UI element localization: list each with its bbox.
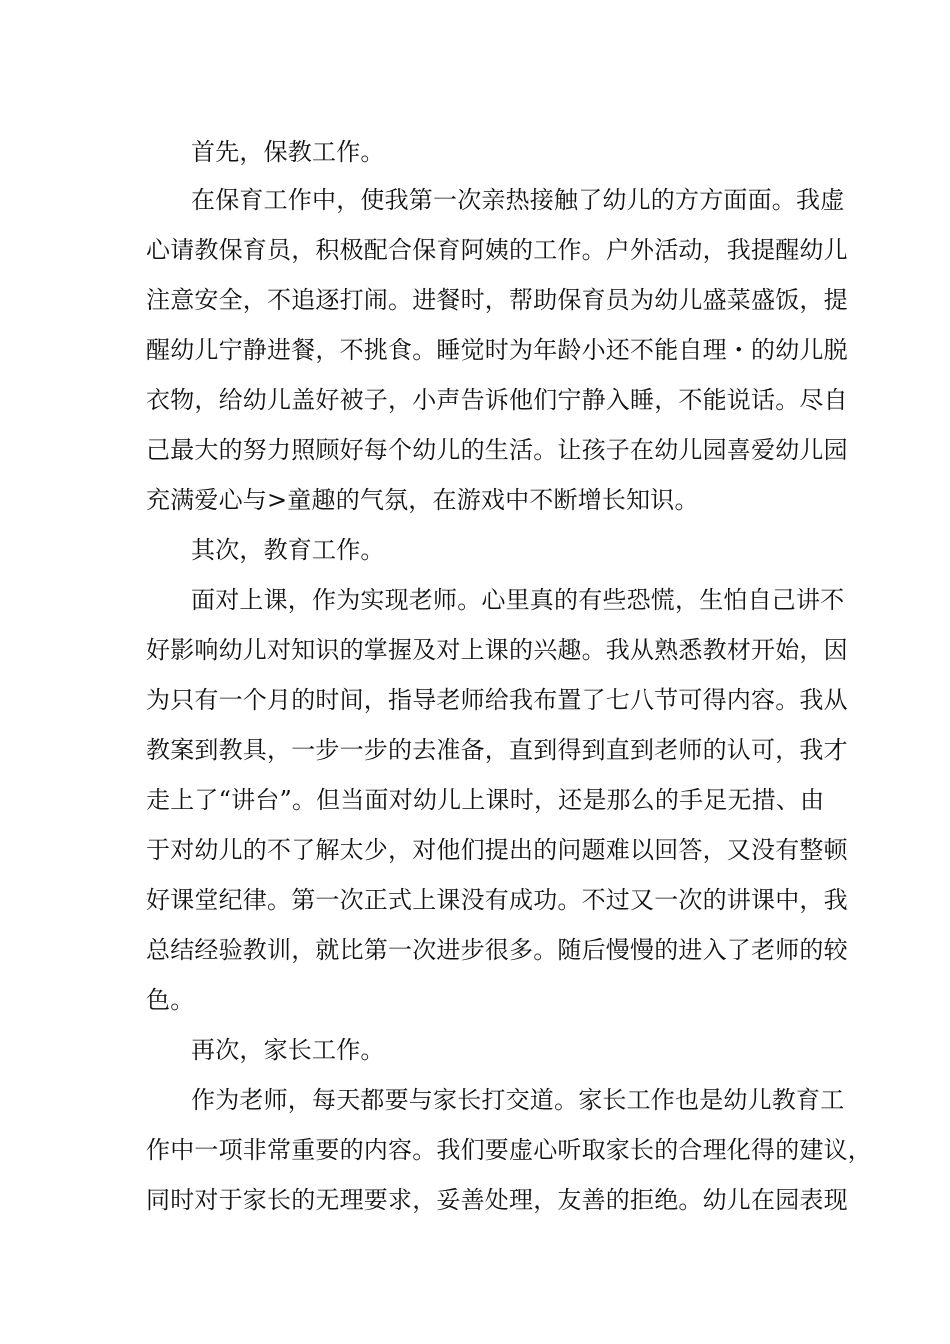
text-line: 为只有一个月的时间，指导老师给我布置了七八节可得内容。我从 xyxy=(146,686,848,714)
text-line: 色。 xyxy=(146,986,195,1014)
heading-parents: 再次，家长工作。 xyxy=(191,1036,385,1064)
text-line: 心请教保育员，积极配合保育阿姨的工作。户外活动，我提醒幼儿 xyxy=(146,236,848,264)
text-line: 作中一项非常重要的内容。我们要虚心听取家长的合理化得的建议， xyxy=(146,1136,872,1164)
text-line: 注意安全，不追逐打闹。进餐时，帮助保育员为幼儿盛菜盛饭，提 xyxy=(146,286,848,314)
heading-teaching: 其次，教育工作。 xyxy=(191,536,385,564)
text-line: 同时对于家长的无理要求，妥善处理，友善的拒绝。幼儿在园表现 xyxy=(146,1186,848,1214)
text-line: 好课堂纪律。第一次正式上课没有成功。不过又一次的讲课中，我 xyxy=(146,886,848,914)
heading-care-education: 首先，保教工作。 xyxy=(191,138,385,166)
text-line: 总结经验教训，就比第一次进步很多。随后慢慢的进入了老师的较 xyxy=(146,936,848,964)
text-line: 在保育工作中，使我第一次亲热接触了幼儿的方方面面。我虚 xyxy=(191,186,845,214)
text-line: 面对上课，作为实现老师。心里真的有些恐慌，生怕自己讲不 xyxy=(191,586,845,614)
text-line: 充满爱心与>童趣的气氛，在游戏中不断增长知识。 xyxy=(146,486,699,514)
text-line: 衣物，给幼儿盖好被子，小声告诉他们宁静入睡，不能说话。尽自 xyxy=(146,386,848,414)
text-line: 教案到教具，一步一步的去准备，直到得到直到老师的认可，我才 xyxy=(146,736,848,764)
text-line: 走上了“讲台”。但当面对幼儿上课时，还是那么的手足无措、由 xyxy=(146,786,825,814)
text-line: 于对幼儿的不了解太少，对他们提出的问题难以回答，又没有整顿 xyxy=(146,836,848,864)
text-line: 醒幼儿宁静进餐，不挑食。睡觉时为年龄小还不能自理・的幼儿脱 xyxy=(146,336,848,364)
text-line: 作为老师，每天都要与家长打交道。家长工作也是幼儿教育工 xyxy=(191,1086,845,1114)
text-line: 好影响幼儿对知识的掌握及对上课的兴趣。我从熟悉教材开始，因 xyxy=(146,636,848,664)
text-line: 己最大的努力照顾好每个幼儿的生活。让孩子在幼儿园喜爱幼儿园 xyxy=(146,436,848,464)
